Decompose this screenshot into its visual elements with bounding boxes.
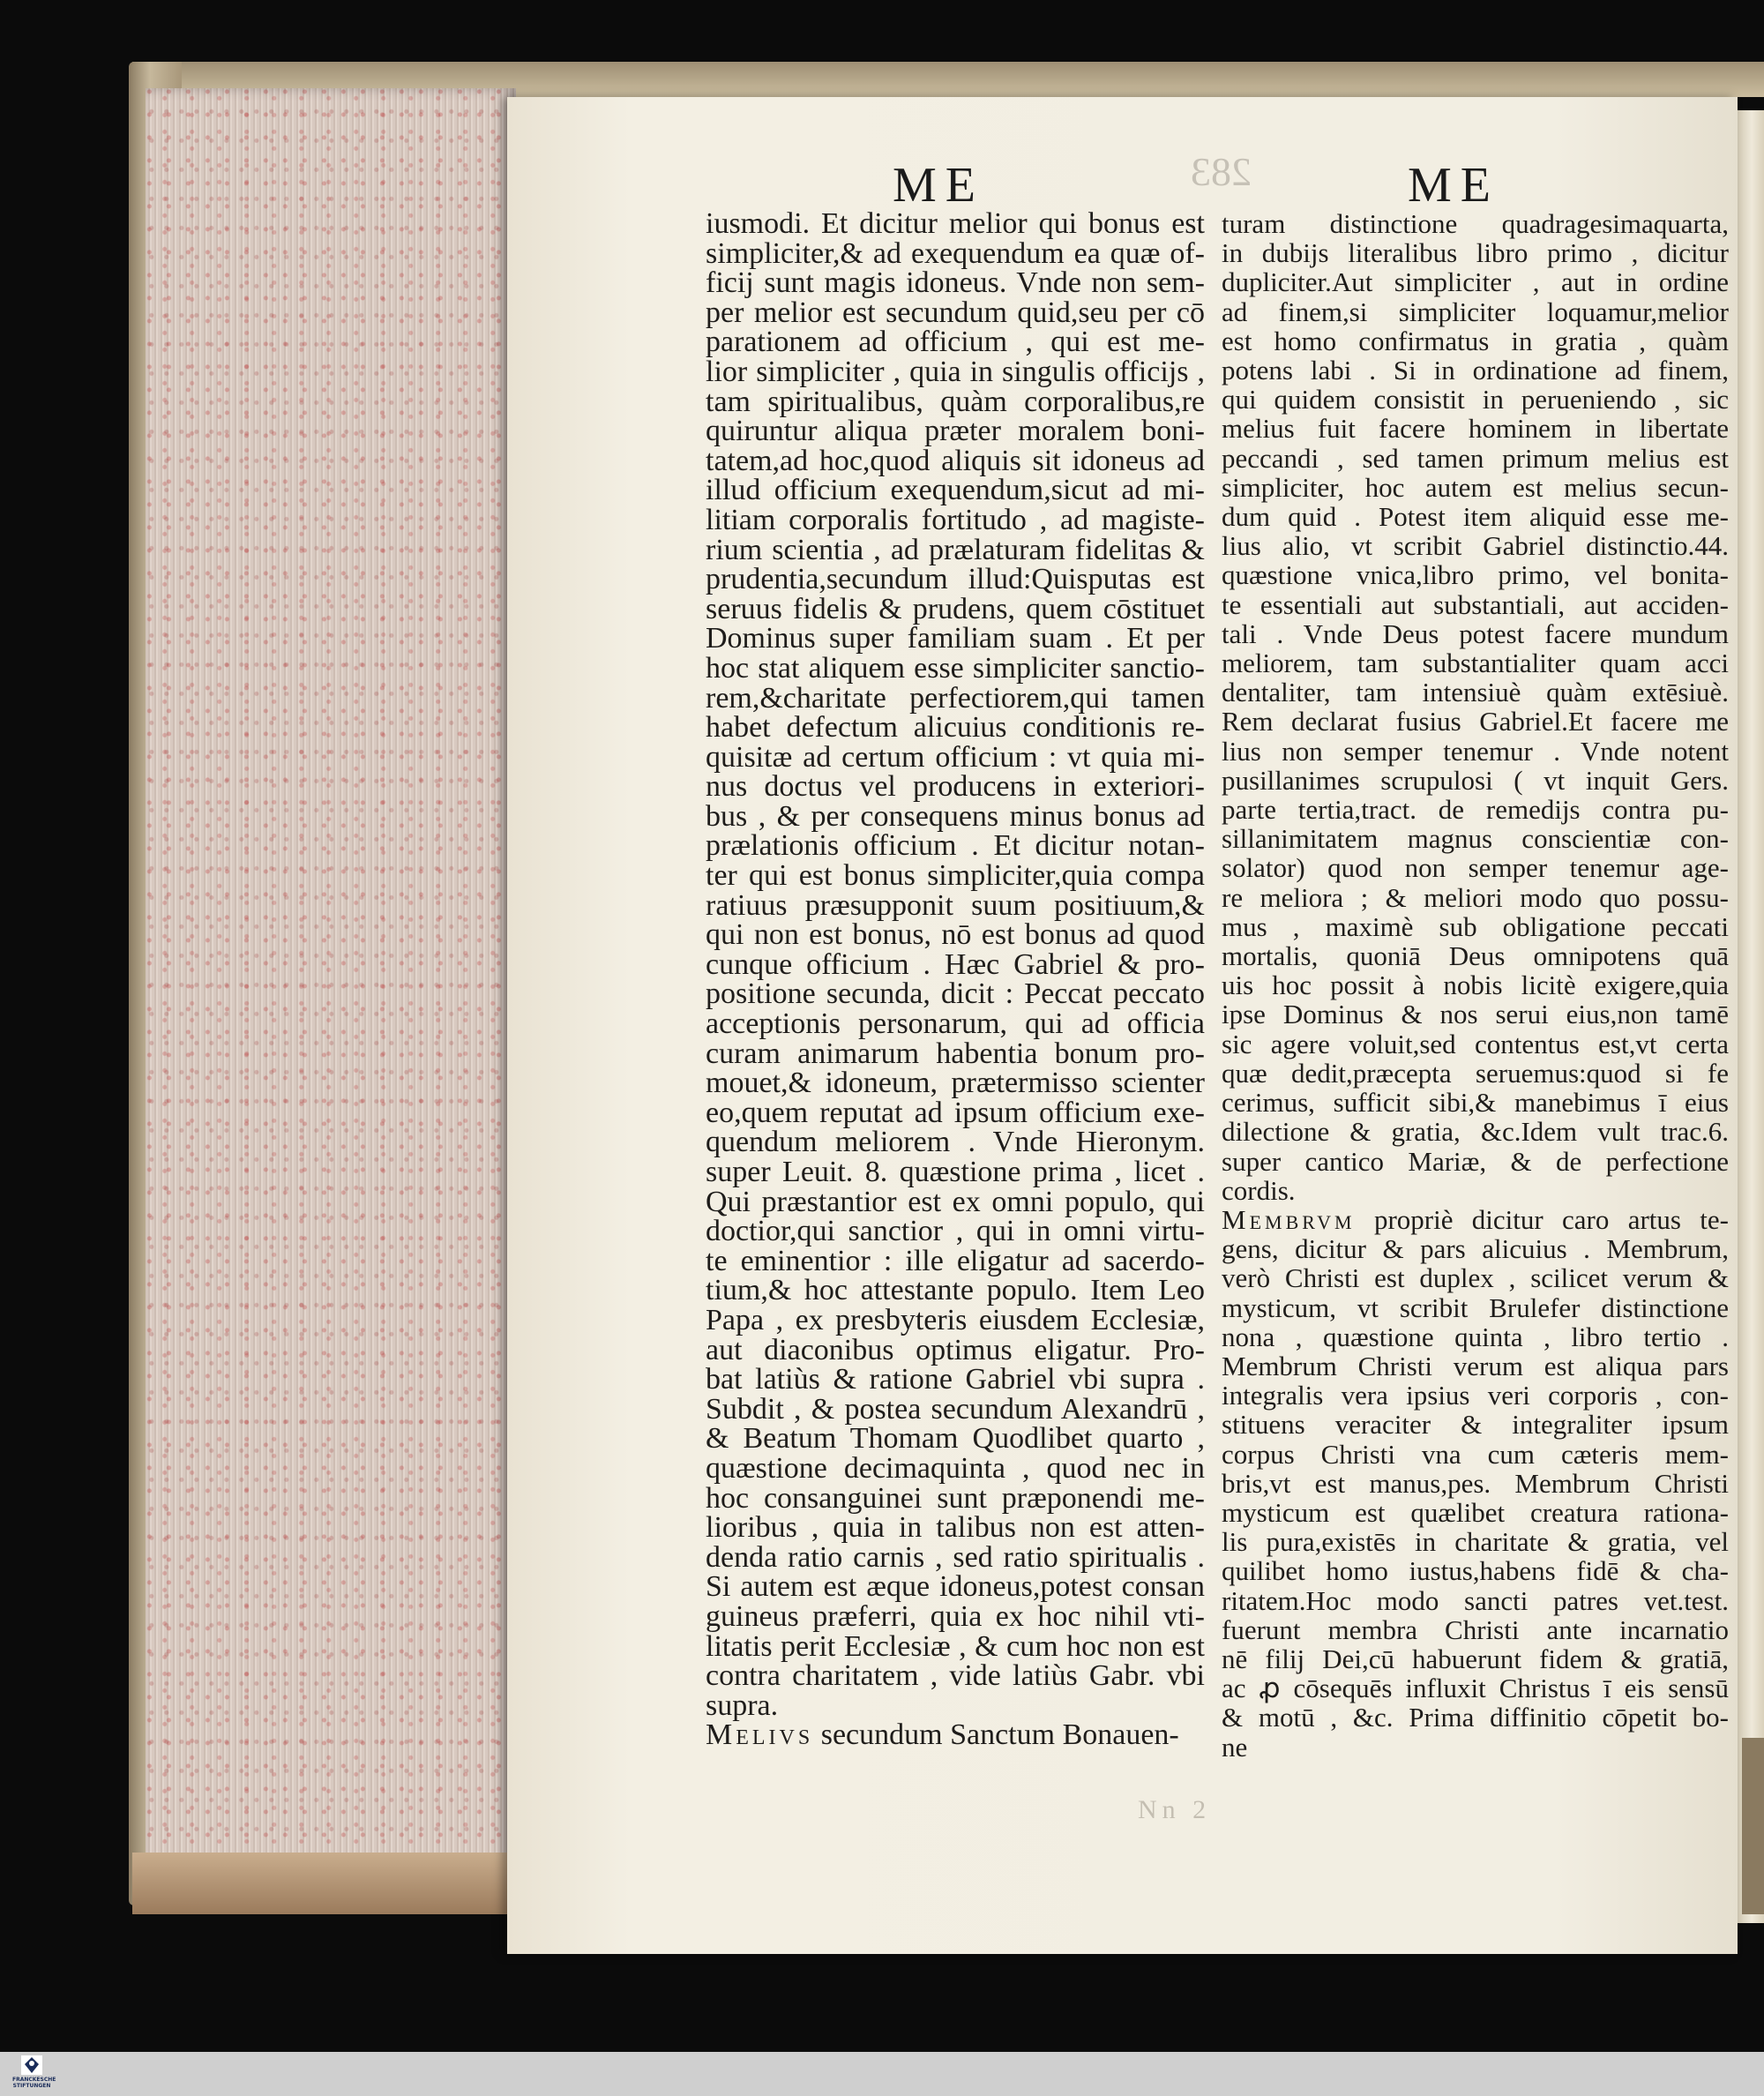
text-line: lis pura,existēs in charitate & gratia, vel [1222, 1526, 1729, 1558]
text-line: fuerunt membra Christi ante incarnatio [1222, 1613, 1729, 1645]
text-line: te essentiali aut substantiali, aut acciden- [1222, 588, 1729, 620]
text-line: contra charitatem , vide latiùs Gabr. vbi [706, 1659, 1205, 1693]
text-line: te eminentior : ille eligatur ad sacerdo- [706, 1244, 1205, 1277]
text-line: Papa , ex presbyteris eiusdem Ecclesiæ, [706, 1303, 1205, 1336]
text-line: potens labi . Si in ordinatione ad finem, [1222, 355, 1729, 386]
text-line: Subdit , & postea secundum Alexandrū , [706, 1392, 1205, 1426]
text-line: ritatem.Hoc modo sancti patres vet.test. [1222, 1584, 1729, 1616]
text-line: rium scientia , ad prælaturam fidelitas & [706, 533, 1205, 566]
text-line: ter qui est bonus simpliciter,quia compa [706, 859, 1205, 893]
text-line: denda ratio carnis , sed ratio spiritualis . [706, 1540, 1205, 1574]
text-line: tali . Vnde Deus potest facere mundum [1222, 618, 1729, 649]
entry-headword: Melivs [706, 1718, 814, 1752]
text-line: cordis. [1222, 1174, 1296, 1206]
text-line: Rem declarat fusius Gabriel.Et facere me [1222, 706, 1729, 737]
text-line: & Beatum Thomam Quodlibet quarto , [706, 1422, 1205, 1456]
text-line: lius non semper tenemur . Vnde notent [1222, 735, 1729, 767]
text-line: per melior est secundum quid,seu per cō [706, 296, 1205, 329]
text-line: supra. [706, 1688, 779, 1722]
text-line: corpus Christi vna cum cæteris mem- [1222, 1438, 1729, 1470]
text-line: uis hoc possit à nobis licitè exigere,quia [1222, 969, 1729, 1001]
text-line: aut diaconibus optimus eligatur. Pro- [706, 1333, 1205, 1366]
text-line: melius fuit facere hominem in libertate [1222, 413, 1729, 445]
institution-logo[interactable] [12, 2055, 56, 2092]
text-line: stituens veraciter & integraliter ipsum [1222, 1409, 1729, 1441]
text-line: quiruntur aliqua præter moralem boni- [706, 415, 1205, 448]
text-line: bus , & per consequens minus bonus ad [706, 799, 1205, 833]
text-line: litiam corporalis fortitudo , ad magiste- [706, 503, 1205, 536]
text-line: Qui præstantior est ex omni populo, qui [706, 1185, 1205, 1218]
text-line: dupliciter.Aut simpliciter , aut in ordine [1222, 266, 1729, 298]
text-line: curam animarum habentia bonum pro- [706, 1037, 1205, 1070]
text-line: simpliciter,& ad exequendum ea quæ of- [706, 236, 1205, 270]
entry-heading-text: secundum Sanctum Bonauen- [813, 1718, 1179, 1752]
text-line: illud officium exequendum,sicut ad mi- [706, 474, 1205, 507]
text-line: litatis perit Ecclesiæ , & cum hoc non est [706, 1629, 1205, 1663]
next-page-shadow [1742, 1738, 1764, 1914]
text-line: ratiuus præsupponit suum positiuum,& [706, 888, 1205, 922]
running-header-left: ME [893, 158, 984, 213]
viewer-footer-bar [0, 2052, 1764, 2096]
text-line: meliorem, tam substantialiter quam acci [1222, 648, 1729, 679]
text-line: quæstione decimaquinta , quod nec in [706, 1451, 1205, 1485]
text-line: bris,vt est manus,pes. Membrum Christi [1222, 1467, 1729, 1499]
text-line: iusmodi. Et dicitur melior qui bonus est [706, 207, 1205, 240]
text-line: gens, dicitur & pars alicuius . Membrum, [1222, 1233, 1729, 1265]
text-line: quendum meliorem . Vnde Hieronym. [706, 1126, 1205, 1159]
text-line: lius alio, vt scribit Gabriel distinctio.44. [1222, 530, 1729, 562]
text-line: hoc consanguinei sunt præponendi me- [706, 1481, 1205, 1515]
text-line: doctior,qui sanctior , qui in omni virtu- [706, 1215, 1205, 1248]
text-line: super Leuit. 8. quæstione prima , licet . [706, 1156, 1205, 1188]
text-line: dum quid . Potest item aliquid esse me- [1222, 501, 1729, 533]
text-line: Dominus super familiam suam . Et per [706, 622, 1205, 655]
text-line: quilibet homo iustus,habens fidē & cha- [1222, 1555, 1729, 1587]
entry-heading-text: propriè dicitur caro artus te- [1355, 1203, 1729, 1235]
text-line: tam spiritualibus, quàm corporalibus,re [706, 385, 1205, 418]
signature-mark: Nn 2 [1138, 1795, 1212, 1824]
text-line: pusillanimes scrupulosi ( vt inquit Gers. [1222, 764, 1729, 796]
text-line: eo,quem reputat ad ipsum officium exe- [706, 1096, 1205, 1129]
bleed-through-page-number: 283 [1191, 149, 1252, 194]
text-column-left [706, 209, 1205, 1750]
text-line: mus , maximè sub obligatione peccati [1222, 910, 1729, 942]
text-line: in dubijs literalibus libro primo , dicitur [1222, 237, 1729, 269]
text-line: mortalis, quoniā Deus omnipotens quā [1222, 940, 1729, 972]
text-line: quæstione vnica,libro primo, vel bonita- [1222, 559, 1729, 591]
text-line: positione secunda, dicit : Peccat peccato [706, 977, 1205, 1011]
text-line: qui non est bonus, nō est bonus ad quod [706, 918, 1205, 952]
text-line: est homo confirmatus in gratia , quàm [1222, 325, 1729, 356]
text-line: ac ꝓ cōsequēs influxit Christus ī eis sensū [1222, 1673, 1729, 1704]
text-line: solator) quod non semper tenemur age- [1222, 852, 1729, 884]
text-line: mysticum, vt scribit Brulefer distinctione [1222, 1291, 1729, 1323]
text-line: quisitæ ad certum officium : vt quia mi- [706, 740, 1205, 774]
text-line: sic agere voluit,sed contentus est,vt certa [1222, 1028, 1729, 1059]
text-line: parte tertia,tract. de remedijs contra pu- [1222, 794, 1729, 826]
page-fore-edge [146, 88, 516, 1914]
text-line: turam distinctione quadragesimaquarta, [1222, 208, 1729, 239]
text-line: peccandi , sed tamen primum melius est [1222, 442, 1729, 474]
text-line: nus doctus vel producens in exteriori- [706, 770, 1205, 804]
text-line: & motū , &c. Prima diffinitio cōpetit bo- [1222, 1702, 1729, 1733]
text-line: tium,& hoc attestante populo. Item Leo [706, 1274, 1205, 1307]
text-line: ne [1222, 1731, 1248, 1763]
text-line: qui quidem consistit in perueniendo , sic [1222, 384, 1729, 415]
text-line: seruus fidelis & prudens, quem cōstituet [706, 592, 1205, 625]
text-line: quæ dedit,præcepta seruemus:quod si fe [1222, 1057, 1729, 1089]
text-line: rem,&charitate perfectiorem,qui tamen [706, 681, 1205, 715]
entry-headword: Membrvm [1222, 1203, 1356, 1235]
text-line: lior simpliciter , quia in singulis officijs , [706, 355, 1205, 388]
text-line: cunque officium . Hæc Gabriel & pro- [706, 947, 1205, 981]
running-header-right: ME [1408, 158, 1499, 213]
text-line: habet defectum alicuius conditionis re- [706, 711, 1205, 745]
text-line: bat latiùs & ratione Gabriel vbi supra . [706, 1363, 1205, 1396]
text-line: Si autem est æque idoneus,potest consan [706, 1570, 1205, 1604]
text-line: dilectione & gratia, &c.Idem vult trac.6. [1222, 1116, 1729, 1148]
text-line: acceptionis personarum, qui ad officia [706, 1007, 1205, 1041]
text-line: guineus præferri, quia ex hoc nihil vti- [706, 1599, 1205, 1633]
text-line: parationem ad officium , qui est me- [706, 326, 1205, 359]
text-line: hoc stat aliquem esse simpliciter sanctio- [706, 651, 1205, 685]
text-line: ad finem,si simpliciter loquamur,melior [1222, 296, 1729, 327]
text-line: Membrum Christi verum est aliqua pars [1222, 1350, 1729, 1381]
text-line: re meliora ; & meliori modo quo possu- [1222, 881, 1729, 913]
text-line: mysticum est quælibet creatura rationa- [1222, 1496, 1729, 1528]
text-line: integralis vera ipsius veri corporis , con- [1222, 1380, 1729, 1411]
cover-bottom-edge [132, 1853, 520, 1914]
text-line: sillanimitatem magnus conscientiæ con- [1222, 823, 1729, 855]
text-line: nona , quæstione quinta , libro tertio . [1222, 1321, 1729, 1352]
logo-text: FRANCKESCHE STIFTUNGEN [12, 2077, 56, 2089]
text-line: ipse Dominus & nos serui eius,non tamē [1222, 999, 1729, 1030]
text-line: cerimus, sufficit sibi,& manebimus ī eius [1222, 1087, 1729, 1119]
text-line: simpliciter, hoc autem est melius secun- [1222, 471, 1729, 503]
text-line: verò Christi est duplex , scilicet verum & [1222, 1262, 1729, 1294]
logo-emblem-icon [21, 2055, 42, 2075]
text-line: ficij sunt magis idoneus. Vnde non sem- [706, 266, 1205, 300]
entry-heading-line [1222, 1205, 1729, 1234]
text-line: super cantico Mariæ, & de perfectione [1222, 1145, 1729, 1177]
text-line: lioribus , quia in talibus non est atten- [706, 1511, 1205, 1545]
entry-heading-line [706, 1720, 1205, 1750]
text-line: tatem,ad hoc,quod aliquis sit idoneus ad [706, 444, 1205, 477]
next-page-edge [1733, 110, 1764, 1923]
text-line: dentaliter, tam intensiuè quàm extēsiuè. [1222, 677, 1729, 708]
text-line: prudentia,secundum illud:Quisputas est [706, 563, 1205, 596]
text-line: nē filij Dei,cū habuerunt fidem & gratiā, [1222, 1643, 1729, 1674]
text-column-right [1222, 209, 1729, 1762]
text-line: prælationis officium . Et dicitur notan- [706, 829, 1205, 863]
text-line: mouet,& idoneum, prætermisso scienter [706, 1067, 1205, 1100]
